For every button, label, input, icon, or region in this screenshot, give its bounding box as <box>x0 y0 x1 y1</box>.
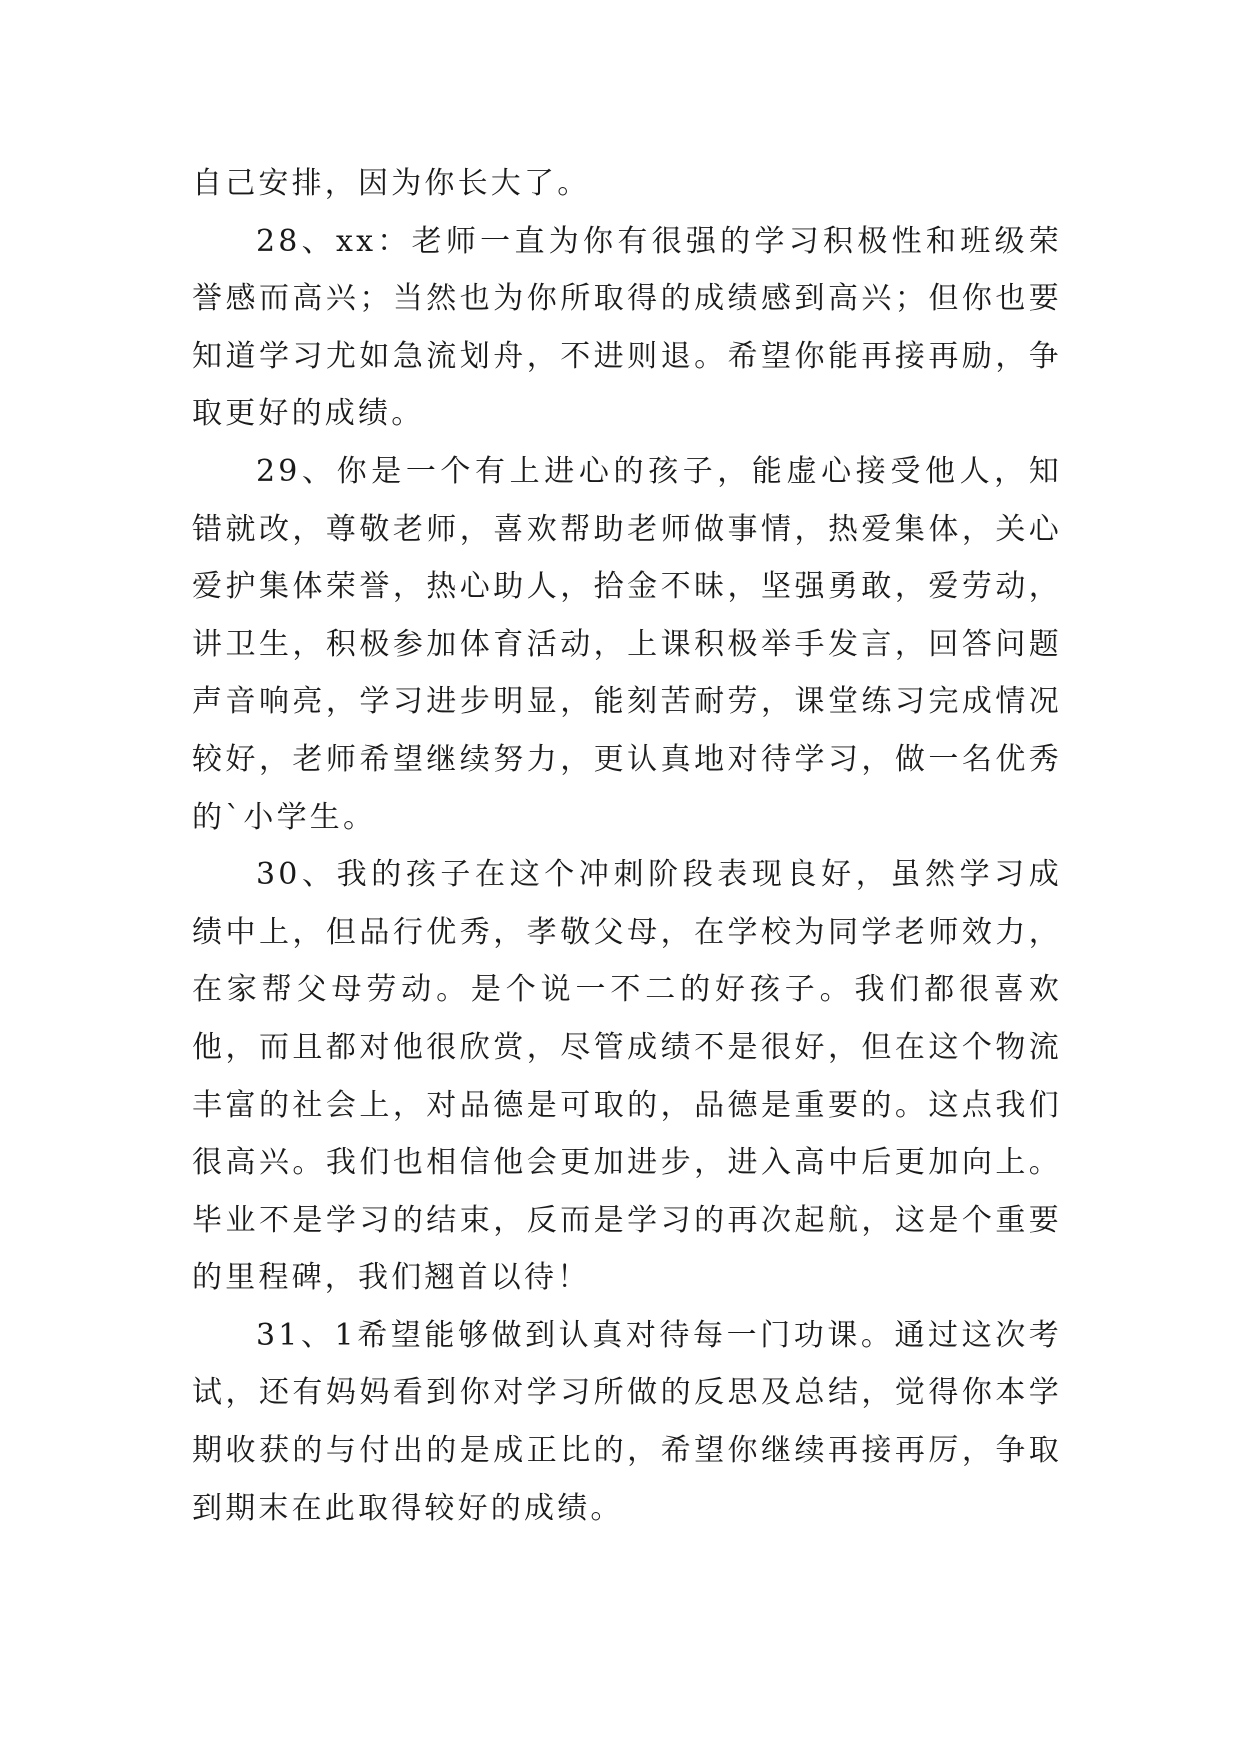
paragraph-29: 29、你是一个有上进心的孩子，能虚心接受他人，知错就改，尊敬老师，喜欢帮助老师做事情，热爱集体，关心爱护集体荣誉，热心助人，拾金不昧，坚强勇敢，爱劳动，讲卫生，积极参加体育活动，上课积极举手发言，回答问题声音响亮，学习进步明显，能刻苦耐劳，课堂练习完成情况较好，老师希望继续努力，更认真地对待学习，做一名优秀的`小学生。 <box>192 453 1062 835</box>
paragraph-30: 30、我的孩子在这个冲刺阶段表现良好，虽然学习成绩中上，但品行优秀，孝敬父母，在学校为同学老师效力，在家帮父母劳动。是个说一不二的好孩子。我们都很喜欢他，而且都对他很欣赏，尽管成绩不是很好，但在这个物流丰富的社会上，对品德是可取的，品德是重要的。这点我们很高兴。我们也相信他会更加进步，进入高中后更加向上。毕业不是学习的结束，反而是学习的再次起航，这是个重要的里程碑，我们翘首以待！ <box>192 857 1062 1296</box>
paragraph-continued: 自己安排，因为你长大了。 <box>192 166 591 201</box>
document-body <box>192 155 1062 1537</box>
paragraph-31: 31、1希望能够做到认真对待每一门功课。通过这次考试，还有妈妈看到你对学习所做的反思及总结，觉得你本学期收获的与付出的是成正比的，希望你继续再接再厉，争取到期末在此取得较好的成绩。 <box>192 1317 1062 1526</box>
paragraph-28: 28、xx：老师一直为你有很强的学习积极性和班级荣誉感而高兴；当然也为你所取得的成绩感到高兴；但你也要知道学习尤如急流划舟，不进则退。希望你能再接再励，争取更好的成绩。 <box>192 223 1062 432</box>
